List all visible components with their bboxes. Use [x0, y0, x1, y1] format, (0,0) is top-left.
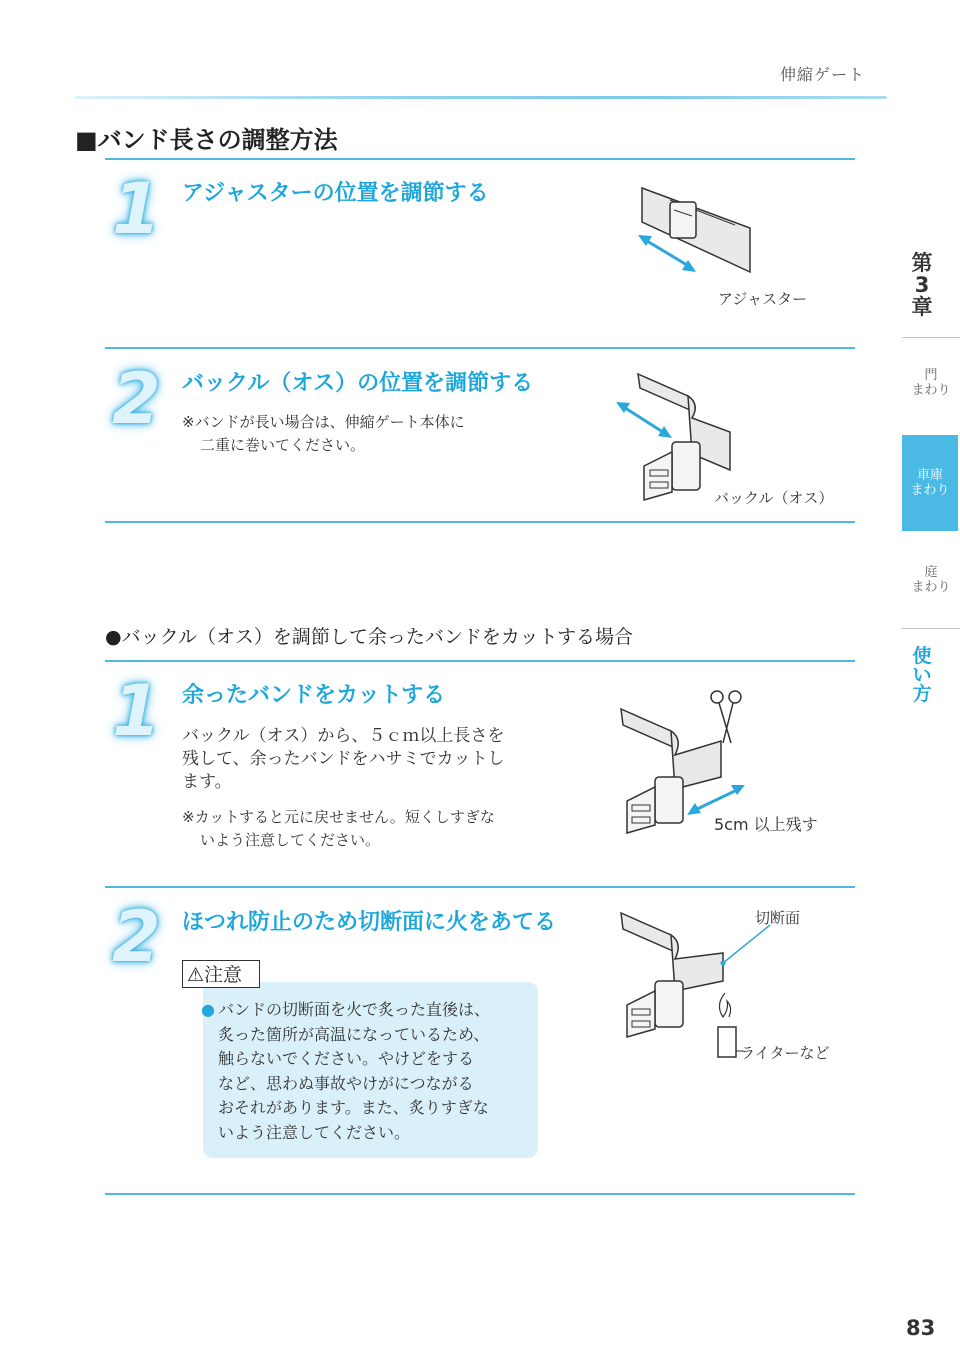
- note-line: いよう注意してください。: [200, 831, 381, 849]
- note-line: ※バンドが長い場合は、伸縮ゲート本体に: [182, 413, 465, 431]
- divider: [105, 886, 855, 888]
- step-title: ほつれ防止のため切断面に火をあてる: [182, 910, 557, 935]
- note: [182, 411, 465, 457]
- caption-adjuster: アジャスター: [718, 290, 808, 308]
- warning-line: 触らないでください。やけどをする: [218, 1049, 475, 1068]
- caption-cut-surface: 切断面: [755, 909, 801, 927]
- step-number: 1: [112, 670, 161, 752]
- step-number: 2: [112, 358, 161, 440]
- tab-garage[interactable]: 車庫 まわり: [902, 435, 958, 531]
- note: [182, 806, 495, 852]
- body-text: [182, 725, 505, 794]
- divider: [105, 660, 855, 662]
- adjuster-illustration: [630, 180, 770, 280]
- step-number: 1: [112, 168, 161, 250]
- warning-line: いよう注意してください。: [218, 1122, 411, 1142]
- step-title: アジャスターの位置を調節する: [182, 181, 489, 206]
- body-line: ます。: [182, 772, 232, 792]
- note-line: ※カットすると元に戻せません。短くしすぎな: [182, 808, 495, 826]
- divider: [105, 1193, 855, 1195]
- buckle-illustration: [610, 370, 760, 500]
- header-divider: [75, 96, 887, 99]
- divider: [105, 347, 855, 349]
- step-title: バックル（オス）の位置を調節する: [182, 371, 534, 396]
- divider: [105, 158, 855, 160]
- subsection-title: ●バックル（オス）を調節して余ったバンドをカットする場合: [105, 626, 634, 648]
- tab-garden[interactable]: 庭 まわり: [911, 565, 951, 595]
- warning-line: ● バンドの切断面を火で炙った直後は、: [218, 998, 538, 1023]
- note-line: 二重に巻いてください。: [200, 436, 366, 454]
- caption-lighter: ライターなど: [740, 1044, 830, 1062]
- step-title: 余ったバンドをカットする: [182, 683, 446, 708]
- warning-line: おそれがあります。また、炙りすぎな: [218, 1098, 489, 1117]
- warning-line: 炙った箇所が高温になっているため、: [218, 1024, 490, 1044]
- caption-buckle: バックル（オス）: [714, 489, 834, 507]
- usage-label: 使 い 方: [912, 645, 932, 705]
- lighter-illustration: [615, 905, 785, 1065]
- tab-gate[interactable]: 門 まわり: [911, 368, 951, 398]
- divider: [105, 521, 855, 523]
- section-title: ■バンド長さの調整方法: [75, 126, 338, 154]
- warning-label: ⚠注意: [182, 960, 260, 988]
- body-line: バックル（オス）から、５ｃｍ以上長さを: [182, 726, 505, 746]
- warning-text: [201, 998, 538, 1145]
- warning-line: など、思わぬ事故やけがにつながる: [218, 1073, 474, 1093]
- chapter-label: 第 3 章: [911, 251, 933, 319]
- running-header: 伸縮ゲート: [780, 65, 866, 84]
- body-line: 残して、余ったバンドをハサミでカットし: [182, 749, 505, 769]
- caption-cut: 5cm 以上残す: [714, 815, 818, 834]
- page-number: 83: [906, 1316, 936, 1340]
- step-number: 2: [112, 896, 161, 978]
- tab-divider: [902, 628, 960, 629]
- bullet-icon: ●: [201, 1000, 215, 1019]
- tab-divider: [902, 337, 960, 338]
